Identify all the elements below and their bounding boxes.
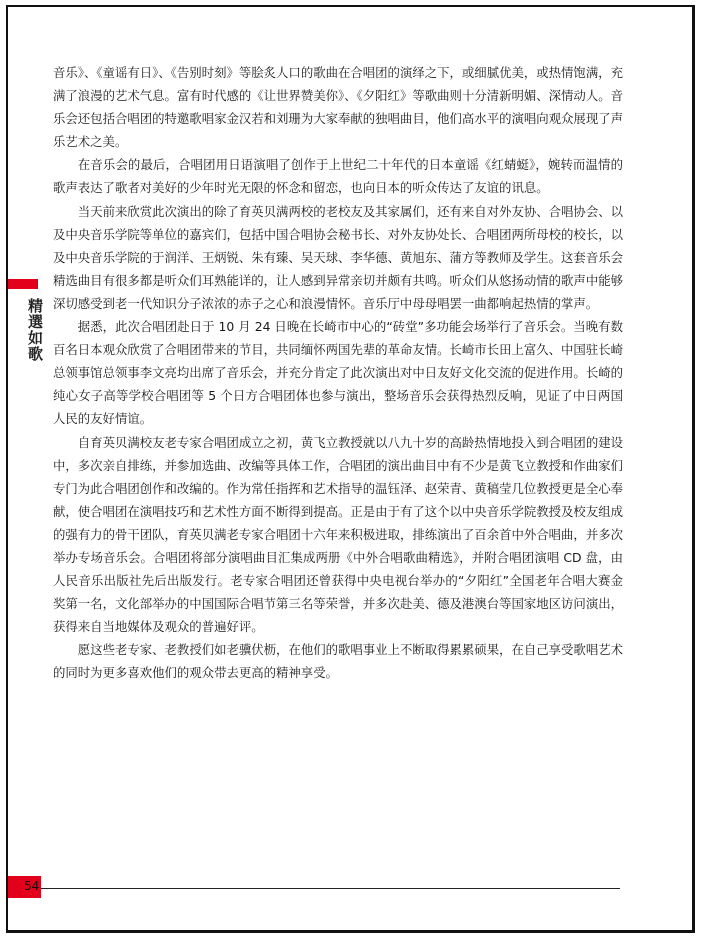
paragraph: 音乐》、《童谣有日》、《告别时刻》等脍炙人口的歌曲在合唱团的演绎之下，或细腻优美，或热情饱满，充满了浪漫的艺术气息。富有时代感的《让世界赞美你》、《夕阳红》等歌曲则十分清新明媚、深情动人。音乐会还包括合唱团的特邀歌唱家金汉若和刘珊为大家奉献的独唱曲目，他们高水平的演唱向观众展现了声乐艺术之美。 bbox=[53, 65, 623, 150]
section-marker bbox=[8, 279, 38, 289]
page-number: 54 bbox=[24, 879, 40, 893]
paragraph: 据悉，此次合唱团赴日于 10 月 24 日晚在长崎市中心的“砖堂”多功能会场举行了音乐会。当晚有数百名日本观众欣赏了合唱团带来的节目，共同缅怀两国先辈的革命友情。长崎市长田上富久、中国驻长崎总领事馆总领事李文亮均出席了音乐会，并充分肯定了此次演出对中日友好文化交流的促进作用。长崎的纯心女子高等学校合唱团等 5 个日方合唱团体也参与演出，整场音乐会获得热烈反响，见证了中日两国人民的友好情谊。 bbox=[53, 319, 623, 427]
paragraph: 愿这些老专家、老教授们如老骥伏枥，在他们的歌唱事业上不断取得累累硕果，在自己享受歌唱艺术的同时为更多喜欢他们的观众带去更高的精神享受。 bbox=[53, 642, 623, 681]
footer-rule bbox=[41, 888, 620, 889]
paragraph: 在音乐会的最后，合唱团用日语演唱了创作于上世纪二十年代的日本童谣《红蜻蜓》，婉转而温情的歌声表达了歌者对美好的少年时光无限的怀念和留恋，也向日本的听众传达了友谊的讯息。 bbox=[53, 157, 623, 196]
article-body bbox=[53, 61, 623, 685]
paragraph: 自育英贝满校友老专家合唱团成立之初，黄飞立教授就以八九十岁的高龄热情地投入到合唱团的建设中，多次亲自排练，并参加选曲、改编等具体工作，合唱团的演出曲目中有不少是黄飞立教授和作曲家们专门为此合唱团创作和改编的。作为常任指挥和艺术指导的温钰泽、赵荣青、黄稿莹几位教授更是全心奉献，使合唱团在演唱技巧和艺术性方面不断得到提高。正是由于有了这个以中央音乐学院教授及校友组成的强有力的骨干团队，育英贝满老专家合唱团十六年来积极进取，排练演出了百余首中外合唱曲，并多次举办专场音乐会。合唱团将部分演唱曲目汇集成两册《中外合唱歌曲精选》，并附合唱团演唱 CD 盘，由人民音乐出版社先后出版发行。老专家合唱团还曾获得中央电视台举办的“夕阳红”全国老年合唱大赛金奖第一名，文化部举办的中国国际合唱节第三名等荣誉，并多次赴美、德及港澳台等国家地区访问演出，获得来自当地媒体及观众的普遍好评。 bbox=[53, 434, 623, 635]
section-title: 精選如歌 bbox=[26, 298, 44, 362]
paragraph: 当天前来欣赏此次演出的除了育英贝满两校的老校友及其家属们，还有来自对外友协、合唱协会、以及中央音乐学院等单位的嘉宾们，包括中国合唱协会秘书长、对外友协处长、合唱团两所母校的校长，以及中央音乐学院的于润洋、王炳锐、朱有臻、吴天球、李华德、黄旭东、蒲方等教师及学生。这套音乐会精选曲目有很多都是听众们耳熟能详的，让人感到异常亲切并颇有共鸣。听众们从悠扬动情的歌声中能够深切感受到老一代知识分子浓浓的赤子之心和浪漫情怀。音乐厅中母母唱罢一曲都响起热情的掌声。 bbox=[53, 203, 623, 311]
